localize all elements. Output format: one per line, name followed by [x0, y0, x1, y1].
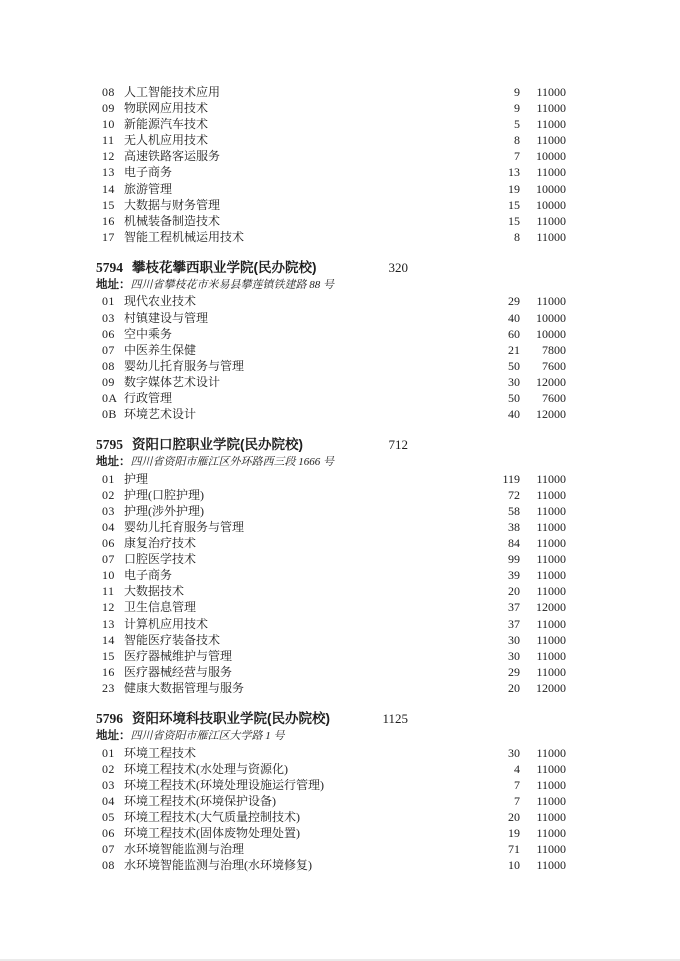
major-row — [96, 390, 566, 406]
major-tuition-fee: 11000 — [536, 777, 566, 792]
major-tuition-fee: 12000 — [536, 374, 566, 389]
major-tuition-fee: 11000 — [536, 133, 566, 148]
major-code: 05 — [102, 809, 115, 824]
major-code: 14 — [102, 632, 115, 647]
major-code: 16 — [102, 664, 115, 679]
major-tuition-fee: 10000 — [536, 149, 566, 164]
major-enrollment-count: 13 — [508, 165, 520, 180]
major-code: 06 — [102, 326, 115, 341]
major-enrollment-count: 84 — [508, 536, 520, 551]
major-tuition-fee: 12000 — [536, 407, 566, 422]
major-row — [96, 471, 566, 487]
major-row — [96, 181, 566, 197]
major-row — [96, 213, 566, 229]
major-name: 旅游管理 — [124, 181, 173, 196]
major-code: 06 — [102, 536, 115, 551]
major-row — [96, 116, 566, 132]
major-tuition-fee: 11000 — [536, 664, 566, 679]
major-name: 环境工程技术(环境处理设施运行管理) — [124, 777, 324, 792]
major-tuition-fee: 11000 — [536, 213, 566, 228]
major-tuition-fee: 10000 — [536, 326, 566, 341]
major-code: 0A — [102, 391, 118, 405]
major-name: 口腔医学技术 — [124, 552, 197, 567]
major-tuition-fee: 11000 — [536, 568, 566, 583]
major-row — [96, 599, 566, 615]
major-code: 01 — [102, 294, 115, 309]
document-content — [96, 84, 566, 873]
major-tuition-fee: 11000 — [536, 471, 566, 486]
school-code: 5795 — [96, 437, 123, 453]
major-code: 03 — [102, 310, 115, 325]
major-row — [96, 342, 566, 358]
school-name: 资阳口腔职业学院(民办院校) — [132, 437, 303, 453]
major-name: 现代农业技术 — [124, 294, 197, 309]
school-address-line — [96, 728, 566, 745]
school-header — [96, 435, 566, 454]
major-code: 13 — [102, 616, 115, 631]
major-enrollment-count: 7 — [514, 777, 520, 792]
major-tuition-fee: 11000 — [536, 761, 566, 776]
major-name: 无人机应用技术 — [124, 133, 209, 148]
major-row — [96, 132, 566, 148]
major-tuition-fee: 11000 — [536, 536, 566, 551]
major-enrollment-count: 119 — [502, 471, 520, 486]
major-code: 07 — [102, 552, 115, 567]
major-code: 15 — [102, 197, 115, 212]
school-total-count: 320 — [388, 259, 408, 275]
major-enrollment-count: 37 — [508, 616, 520, 631]
major-code: 10 — [102, 568, 115, 583]
major-enrollment-count: 15 — [508, 197, 520, 212]
major-enrollment-count: 19 — [508, 825, 520, 840]
major-code: 03 — [102, 503, 115, 518]
major-name: 智能工程机械运用技术 — [124, 229, 245, 244]
major-enrollment-count: 19 — [508, 181, 520, 196]
major-name: 物联网应用技术 — [124, 101, 209, 116]
major-enrollment-count: 58 — [508, 503, 520, 518]
major-enrollment-count: 8 — [514, 229, 520, 244]
major-code: 02 — [102, 487, 115, 502]
major-enrollment-count: 30 — [508, 648, 520, 663]
major-name: 中医养生保健 — [124, 342, 197, 357]
major-enrollment-count: 50 — [508, 358, 520, 373]
major-tuition-fee: 7600 — [542, 391, 566, 405]
school-name: 攀枝花攀西职业学院(民办院校) — [132, 259, 317, 275]
major-name: 电子商务 — [124, 568, 173, 583]
major-enrollment-count: 9 — [514, 101, 520, 116]
major-name: 医疗器械维护与管理 — [124, 648, 233, 663]
address-text: 四川省资阳市雁江区外环路西三段 1666 号 — [130, 456, 334, 469]
major-enrollment-count: 29 — [508, 664, 520, 679]
major-tuition-fee: 12000 — [536, 600, 566, 615]
major-row — [96, 358, 566, 374]
major-enrollment-count: 20 — [508, 809, 520, 824]
major-code: 23 — [102, 680, 115, 695]
major-name: 计算机应用技术 — [124, 616, 209, 631]
major-row — [96, 793, 566, 809]
major-code: 03 — [102, 777, 115, 792]
major-code: 12 — [102, 149, 115, 164]
major-code: 15 — [102, 648, 115, 663]
major-enrollment-count: 39 — [508, 568, 520, 583]
major-name: 空中乘务 — [124, 326, 173, 341]
major-row — [96, 632, 566, 648]
major-row — [96, 745, 566, 761]
major-code: 14 — [102, 181, 115, 196]
major-name: 行政管理 — [124, 391, 173, 405]
major-code: 12 — [102, 600, 115, 615]
major-row — [96, 761, 566, 777]
major-enrollment-count: 30 — [508, 374, 520, 389]
major-name: 数字媒体艺术设计 — [124, 374, 221, 389]
major-tuition-fee: 11000 — [536, 616, 566, 631]
major-name: 卫生信息管理 — [124, 600, 197, 615]
major-code: 09 — [102, 101, 115, 116]
major-code: 01 — [102, 471, 115, 486]
major-row — [96, 326, 566, 342]
major-name: 护理(涉外护理) — [124, 503, 204, 518]
major-code: 07 — [102, 842, 115, 857]
major-enrollment-count: 29 — [508, 294, 520, 309]
major-tuition-fee: 11000 — [536, 85, 566, 99]
major-name: 新能源汽车技术 — [124, 117, 209, 132]
major-code: 10 — [102, 117, 115, 132]
major-name: 护理(口腔护理) — [124, 487, 204, 502]
address-text: 四川省资阳市雁江区大学路 1 号 — [130, 730, 285, 742]
major-code: 04 — [102, 793, 115, 808]
major-enrollment-count: 21 — [508, 342, 520, 357]
school-header — [96, 258, 566, 277]
major-name: 大数据技术 — [124, 584, 185, 599]
major-row — [96, 487, 566, 503]
major-tuition-fee: 11000 — [536, 117, 566, 132]
major-enrollment-count: 40 — [508, 310, 520, 325]
major-name: 水环境智能监测与治理(水环境修复) — [124, 858, 312, 873]
major-enrollment-count: 40 — [508, 407, 520, 422]
major-name: 村镇建设与管理 — [124, 310, 209, 325]
major-name: 机械装备制造技术 — [124, 213, 221, 228]
major-name: 环境工程技术(水处理与资源化) — [124, 761, 288, 776]
major-tuition-fee: 11000 — [536, 842, 566, 857]
major-enrollment-count: 60 — [508, 326, 520, 341]
major-code: 02 — [102, 761, 115, 776]
major-code: 11 — [102, 133, 115, 148]
major-list-continuation — [96, 84, 566, 245]
major-row — [96, 164, 566, 180]
major-name: 健康大数据管理与服务 — [124, 680, 245, 695]
major-tuition-fee: 10000 — [536, 181, 566, 196]
major-row — [96, 503, 566, 519]
major-name: 康复治疗技术 — [124, 536, 197, 551]
major-name: 婴幼儿托育服务与管理 — [124, 358, 245, 373]
major-enrollment-count: 5 — [514, 117, 520, 132]
major-tuition-fee: 7800 — [542, 342, 566, 357]
major-row — [96, 374, 566, 390]
major-enrollment-count: 37 — [508, 600, 520, 615]
school-address-line — [96, 277, 566, 294]
major-tuition-fee: 11000 — [536, 584, 566, 599]
major-row — [96, 809, 566, 825]
major-list — [96, 471, 566, 696]
major-row — [96, 841, 566, 857]
address-label: 地址： — [96, 730, 131, 742]
major-row — [96, 857, 566, 873]
school-header — [96, 709, 566, 728]
major-enrollment-count: 20 — [508, 584, 520, 599]
major-tuition-fee: 11000 — [536, 519, 566, 534]
major-list — [96, 745, 566, 874]
major-tuition-fee: 11000 — [536, 101, 566, 116]
major-tuition-fee: 11000 — [536, 294, 566, 309]
major-code: 13 — [102, 165, 115, 180]
school-code: 5794 — [96, 259, 123, 275]
major-name: 环境工程技术(环境保护设备) — [124, 793, 276, 808]
major-code: 06 — [102, 825, 115, 840]
major-row — [96, 310, 566, 326]
major-tuition-fee: 11000 — [536, 793, 566, 808]
major-code: 11 — [102, 584, 115, 599]
major-tuition-fee: 11000 — [536, 825, 566, 840]
major-enrollment-count: 20 — [508, 680, 520, 695]
major-tuition-fee: 11000 — [536, 503, 566, 518]
major-tuition-fee: 11000 — [536, 809, 566, 824]
major-row — [96, 648, 566, 664]
major-name: 电子商务 — [124, 165, 173, 180]
school-name: 资阳环境科技职业学院(民办院校) — [132, 711, 330, 726]
major-code: 0B — [102, 407, 117, 422]
major-row — [96, 100, 566, 116]
major-code: 09 — [102, 374, 115, 389]
major-tuition-fee: 7600 — [542, 358, 566, 373]
major-tuition-fee: 11000 — [536, 552, 566, 567]
major-name: 大数据与财务管理 — [124, 197, 221, 212]
major-enrollment-count: 15 — [508, 213, 520, 228]
major-tuition-fee: 11000 — [536, 487, 566, 502]
major-enrollment-count: 72 — [508, 487, 520, 502]
major-tuition-fee: 11000 — [536, 165, 566, 180]
major-name: 环境艺术设计 — [124, 407, 197, 422]
school-section — [96, 709, 566, 873]
major-row — [96, 777, 566, 793]
major-enrollment-count: 71 — [508, 842, 520, 857]
major-name: 环境工程技术 — [124, 745, 197, 760]
major-name: 环境工程技术(固体废物处理处置) — [124, 825, 300, 840]
major-row — [96, 825, 566, 841]
major-name: 智能医疗装备技术 — [124, 632, 221, 647]
major-tuition-fee: 11000 — [536, 745, 566, 760]
major-name: 婴幼儿托育服务与管理 — [124, 519, 245, 534]
major-row — [96, 567, 566, 583]
major-code: 01 — [102, 745, 115, 760]
major-tuition-fee: 11000 — [536, 648, 566, 663]
major-tuition-fee: 11000 — [536, 229, 566, 244]
major-tuition-fee: 12000 — [536, 680, 566, 695]
major-row — [96, 616, 566, 632]
address-label: 地址： — [96, 278, 131, 291]
major-enrollment-count: 10 — [508, 858, 520, 873]
major-enrollment-count: 30 — [508, 632, 520, 647]
major-enrollment-count: 50 — [508, 391, 520, 405]
major-name: 医疗器械经营与服务 — [124, 664, 233, 679]
major-code: 08 — [102, 85, 115, 99]
major-code: 16 — [102, 213, 115, 228]
major-name: 水环境智能监测与治理 — [124, 842, 245, 857]
major-name: 人工智能技术应用 — [124, 85, 221, 99]
major-tuition-fee: 11000 — [536, 632, 566, 647]
major-row — [96, 583, 566, 599]
address-text: 四川省攀枝花市米易县攀莲镇铁建路 88 号 — [130, 278, 334, 291]
major-tuition-fee: 11000 — [536, 858, 566, 873]
major-code: 08 — [102, 358, 115, 373]
major-enrollment-count: 4 — [514, 761, 520, 776]
major-enrollment-count: 38 — [508, 519, 520, 534]
major-row — [96, 680, 566, 696]
major-tuition-fee: 10000 — [536, 310, 566, 325]
major-code: 07 — [102, 342, 115, 357]
school-code: 5796 — [96, 711, 123, 726]
major-row — [96, 84, 566, 100]
major-enrollment-count: 99 — [508, 552, 520, 567]
major-name: 护理 — [124, 471, 149, 486]
school-total-count: 712 — [388, 437, 408, 453]
major-name: 环境工程技术(大气质量控制技术) — [124, 809, 300, 824]
major-code: 08 — [102, 858, 115, 873]
major-name: 高速铁路客运服务 — [124, 149, 221, 164]
major-row — [96, 664, 566, 680]
major-row — [96, 406, 566, 422]
school-section — [96, 435, 566, 696]
major-row — [96, 197, 566, 213]
school-total-count: 1125 — [382, 711, 408, 726]
school-address-line — [96, 454, 566, 471]
major-enrollment-count: 30 — [508, 745, 520, 760]
major-code: 17 — [102, 229, 115, 244]
major-tuition-fee: 10000 — [536, 197, 566, 212]
major-enrollment-count: 7 — [514, 793, 520, 808]
major-row — [96, 551, 566, 567]
major-enrollment-count: 9 — [514, 85, 520, 99]
major-row — [96, 293, 566, 309]
major-row — [96, 535, 566, 551]
major-enrollment-count: 7 — [514, 149, 520, 164]
school-section — [96, 258, 566, 422]
major-list — [96, 293, 566, 422]
major-row — [96, 148, 566, 164]
major-enrollment-count: 8 — [514, 133, 520, 148]
major-row — [96, 229, 566, 245]
major-row — [96, 519, 566, 535]
major-code: 04 — [102, 519, 115, 534]
address-label: 地址： — [96, 456, 131, 469]
